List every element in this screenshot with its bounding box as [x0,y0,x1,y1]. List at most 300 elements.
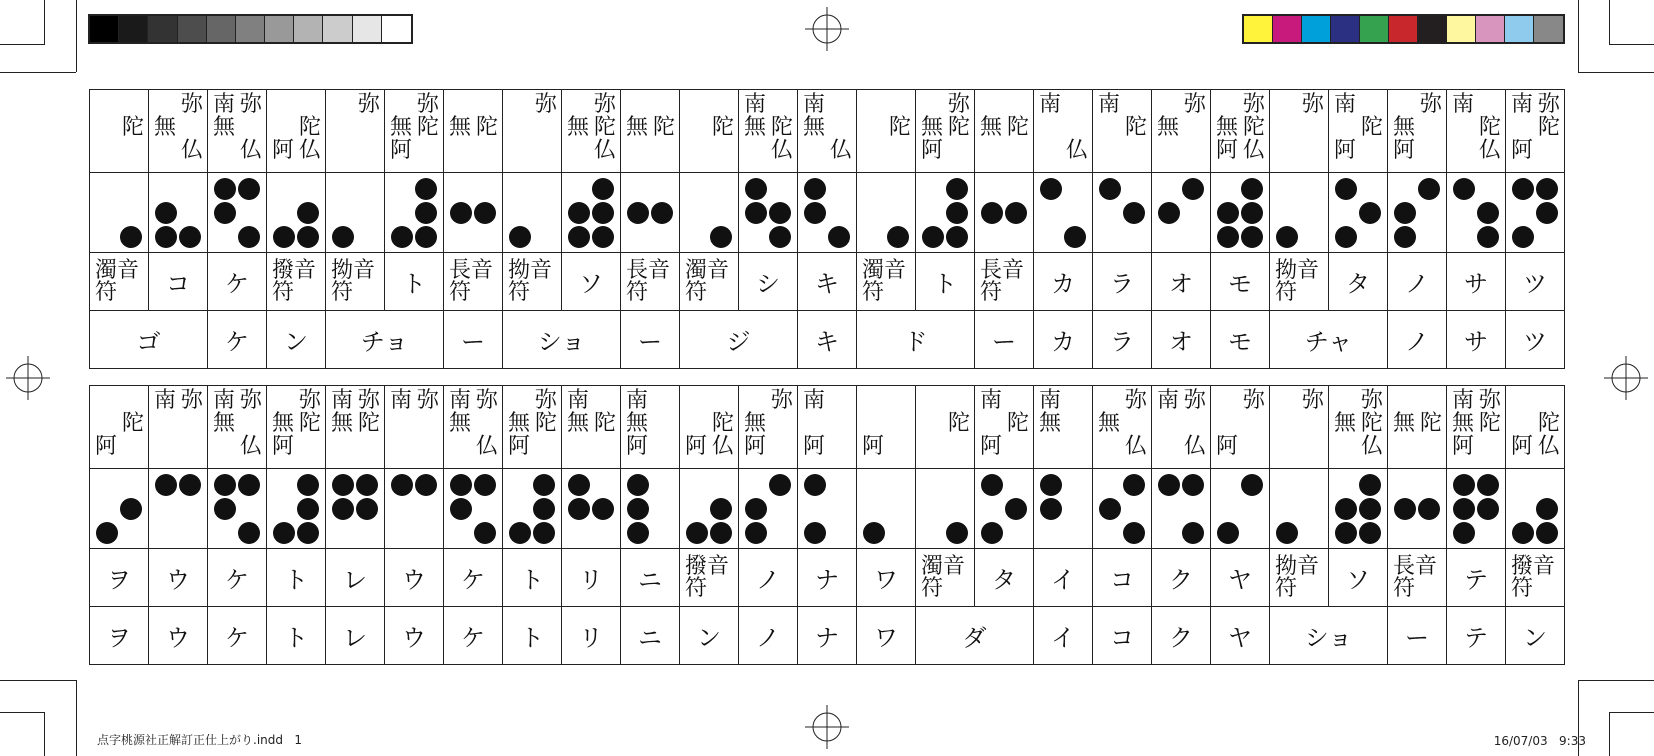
braille-cell [1034,469,1093,549]
mark-char: 無 [626,115,649,140]
mark-char: 無 [1157,115,1180,140]
mark-char: 弥 [771,388,794,413]
crop-mark [1609,712,1610,756]
braille-dot [415,474,437,496]
color-swatch [1273,16,1302,42]
braille-label: 撥音 符 [685,553,730,601]
grayscale-color-bar [88,14,413,44]
mark-char: 陀 [1538,115,1561,140]
mark-char: 弥 [476,388,499,413]
braille-dot [155,226,177,248]
kana-cell: ド [857,311,975,369]
braille-label-cell [1152,253,1211,311]
braille-dot [1359,474,1381,496]
braille-label-cell [1270,253,1329,311]
braille-label: 撥音 符 [1511,553,1556,601]
mark-char: 陀 [948,411,971,436]
braille-cell [739,469,798,549]
braille-dot [804,202,826,224]
mark-char: 南 [1511,92,1534,117]
mark-char: 陀 [1361,411,1384,436]
braille-cell [503,173,562,253]
braille-dot [1123,474,1145,496]
mark-char: 弥 [299,388,322,413]
mark-char: 仏 [240,138,263,163]
mark-char: 無 [213,115,236,140]
braille-label: ツ [1523,270,1547,298]
braille-dot [297,522,319,544]
mark-char: 南 [803,388,826,413]
braille-label-cell [739,253,798,311]
braille-label: 拗音 符 [1275,553,1320,601]
mark-cell [1388,90,1447,173]
mark-char: 阿 [626,434,649,459]
mark-char: 仏 [240,434,263,459]
mark-char: 阿 [1452,434,1475,459]
mark-char: 南 [449,388,472,413]
braille-label: 濁音 符 [95,257,140,305]
mark-cell [621,90,680,173]
mark-char: 陀 [1479,411,1502,436]
braille-cell [1270,173,1329,253]
mark-cell [503,386,562,469]
braille-dot [1536,178,1558,200]
mark-cell [562,386,621,469]
braille-dot [474,474,496,496]
mark-cell [503,90,562,173]
braille-dot [1536,202,1558,224]
braille-dot [981,202,1003,224]
braille-dot [297,474,319,496]
color-swatch [207,16,236,42]
braille-label: 撥音 符 [272,257,317,305]
braille-dot [1394,498,1416,520]
mark-char: 陀 [1479,115,1502,140]
mark-char: 無 [449,411,472,436]
color-swatch [1476,16,1505,42]
braille-label: 濁音 符 [685,257,730,305]
mark-char: 仏 [1066,138,1089,163]
braille-dot [627,202,649,224]
kana-cell: テ [1447,607,1506,665]
mark-char: 南 [1039,92,1062,117]
kana-cell: キ [798,311,857,369]
braille-dot [568,498,590,520]
kana-cell: ケ [208,607,267,665]
braille-label: 長音 符 [1393,553,1438,601]
crop-mark [1578,680,1654,681]
mark-cell [621,386,680,469]
mark-cell [149,90,208,173]
braille-dot [745,202,767,224]
mark-char: 阿 [1393,138,1416,163]
braille-cell [149,173,208,253]
mark-char: 弥 [358,388,381,413]
mark-char: 無 [803,115,826,140]
mark-char: 無 [331,411,354,436]
mark-char: 弥 [535,388,558,413]
kana-row [90,311,1565,369]
braille-dot [415,178,437,200]
braille-dot [627,474,649,496]
braille-label-cell [385,253,444,311]
mark-char: 無 [154,115,177,140]
braille-dot [1512,178,1534,200]
braille-dot [96,522,118,544]
braille-dot [120,226,142,248]
braille-dot [1182,474,1204,496]
mark-char: 南 [390,388,413,413]
braille-dot [474,202,496,224]
braille-cell [90,173,149,253]
kana-cell: ン [1506,607,1565,665]
braille-dot [1276,226,1298,248]
braille-label: ウ [402,566,426,594]
mark-char: 阿 [803,434,826,459]
braille-label-cell [1211,253,1270,311]
braille-dot [179,474,201,496]
braille-dot [1453,522,1475,544]
braille-cell [267,469,326,549]
mark-char: 陀 [122,115,145,140]
braille-label-cell [208,253,267,311]
mark-cell [1152,90,1211,173]
braille-label: 長音 符 [449,257,494,305]
braille-dot [769,226,791,248]
braille-dot [450,202,472,224]
braille-label-cell [444,253,503,311]
mark-char: 陀 [712,115,735,140]
braille-label-cell [916,253,975,311]
braille-dot [356,498,378,520]
mark-cell [90,386,149,469]
braille-label-cell [1506,549,1565,607]
braille-label: ケ [225,270,249,298]
braille-label-cell [1034,549,1093,607]
braille-dot [332,226,354,248]
mark-cell [1447,386,1506,469]
braille-dot [946,226,968,248]
kana-cell: ケ [208,311,267,369]
mark-char: 無 [744,115,767,140]
kana-cell: ショ [1270,607,1388,665]
braille-dot [1477,226,1499,248]
braille-dot [1477,202,1499,224]
braille-dot [415,202,437,224]
braille-label-cell [90,253,149,311]
braille-dot [1241,202,1263,224]
mark-char: 陀 [594,411,617,436]
braille-dot [415,226,437,248]
braille-cell [1270,469,1329,549]
braille-dot [1064,226,1086,248]
braille-dot [238,522,260,544]
braille-cell [857,173,916,253]
braille-dot [946,178,968,200]
mark-char: 南 [980,388,1003,413]
mark-char: 陀 [417,115,440,140]
braille-label: ソ [579,270,603,298]
braille-dot [568,474,590,496]
braille-dot [1335,178,1357,200]
braille-label: ノ [756,566,780,594]
braille-cell [739,173,798,253]
braille-cell [90,469,149,549]
kana-cell: チョ [326,311,444,369]
mark-char: 仏 [830,138,853,163]
braille-label: コ [1110,566,1134,594]
kana-cell: ジ [680,311,798,369]
braille-dot [1453,498,1475,520]
braille-label-cell [798,253,857,311]
braille-cell [385,469,444,549]
braille-dot [155,474,177,496]
mark-char: 阿 [1334,138,1357,163]
mark-cell [90,90,149,173]
mark-char: 陀 [476,115,499,140]
mark-cell [1329,90,1388,173]
braille-label-cell [1270,549,1329,607]
braille-dot [1158,202,1180,224]
braille-dot [1276,522,1298,544]
braille-label: ト [933,270,957,298]
braille-label-cell [1034,253,1093,311]
mark-cell [1152,386,1211,469]
mark-char: 弥 [1302,388,1325,413]
braille-dot [1040,178,1062,200]
braille-label-cell [798,549,857,607]
braille-dot [273,522,295,544]
mark-char: 阿 [508,434,531,459]
braille-label-cell [208,549,267,607]
braille-dot [1040,498,1062,520]
mark-cell [385,90,444,173]
braille-table-bottom [89,385,1565,665]
braille-label: サ [1464,270,1488,298]
braille-dot [214,474,236,496]
mark-char: 南 [567,388,590,413]
mark-char: 陀 [948,115,971,140]
kana-cell: ー [1388,607,1447,665]
mark-char: 仏 [476,434,499,459]
braille-dot [509,522,531,544]
braille-label-cell [1506,253,1565,311]
crop-mark [1578,72,1654,73]
braille-cell [1506,173,1565,253]
kana-cell: ー [444,311,503,369]
mark-cell [1506,386,1565,469]
braille-cell [916,469,975,549]
braille-dot [214,498,236,520]
braille-dot [1158,474,1180,496]
braille-dot [1335,498,1357,520]
mark-char: 無 [213,411,236,436]
braille-cell [1447,469,1506,549]
mark-char: 阿 [1511,138,1534,163]
mark-char: 無 [567,411,590,436]
mark-cell [1211,386,1270,469]
mark-cell [916,386,975,469]
mark-char: 弥 [417,92,440,117]
kana-cell: ゴ [90,311,208,369]
braille-dot [1512,522,1534,544]
braille-dot [1359,202,1381,224]
mark-char: 弥 [1361,388,1384,413]
braille-label: ケ [461,566,485,594]
mark-char: 弥 [594,92,617,117]
mark-char: 陀 [299,115,322,140]
mark-char: 無 [626,411,649,436]
mark-char: 仏 [594,138,617,163]
kana-cell: ノ [739,607,798,665]
mark-cell [444,386,503,469]
mark-cell [1034,386,1093,469]
braille-label-cell [680,549,739,607]
braille-label-cell [562,549,621,607]
braille-label: ナ [815,566,839,594]
braille-label-cell [1388,549,1447,607]
braille-cell [975,469,1034,549]
mark-char: 陀 [594,115,617,140]
braille-dot [1241,226,1263,248]
mark-cell [975,386,1034,469]
braille-cell [208,173,267,253]
braille-dot [450,474,472,496]
braille-dot [1217,226,1239,248]
label-row [90,253,1565,311]
braille-cell [798,469,857,549]
braille-cell [326,173,385,253]
braille-cell [326,469,385,549]
braille-dot [155,202,177,224]
braille-dot [922,226,944,248]
braille-dot [179,226,201,248]
braille-dot [1217,202,1239,224]
braille-label: 濁音 符 [921,553,966,601]
mark-cell [1034,90,1093,173]
mark-cell [1270,386,1329,469]
mark-char: 無 [272,411,295,436]
braille-dot [804,178,826,200]
kana-cell: ナ [798,607,857,665]
mark-cell [562,90,621,173]
braille-dot [533,522,555,544]
braille-dot [651,202,673,224]
braille-dot [745,178,767,200]
braille-dot [120,498,142,520]
mark-char: 仏 [1125,434,1148,459]
braille-dot [627,522,649,544]
braille-label-cell [1329,549,1388,607]
mark-cell [1388,386,1447,469]
mark-char: 弥 [535,92,558,117]
braille-dot [887,226,909,248]
mark-cell [798,90,857,173]
braille-cell [149,469,208,549]
mark-cell [739,386,798,469]
mark-char: 陀 [1538,411,1561,436]
braille-dot [391,474,413,496]
braille-dot [568,226,590,248]
braille-label: タ [1346,270,1370,298]
mark-char: 無 [1393,411,1416,436]
footer-timestamp: 16/07/03 9:33 [1493,734,1586,748]
mark-char: 阿 [1511,434,1534,459]
braille-label: リ [579,566,603,594]
braille-dot [1217,522,1239,544]
crop-mark [0,72,76,73]
mark-char: 仏 [1184,434,1207,459]
braille-label-cell [1093,549,1152,607]
braille-label: モ [1228,270,1252,298]
mark-row [90,386,1565,469]
kana-cell: ノ [1388,311,1447,369]
braille-dot [592,178,614,200]
braille-cell [385,173,444,253]
mark-char: 陀 [122,411,145,436]
braille-label: キ [815,270,839,298]
mark-cell [326,90,385,173]
braille-label-cell [1388,253,1447,311]
mark-char: 無 [508,411,531,436]
braille-dot [238,178,260,200]
mark-char: 阿 [685,434,708,459]
braille-cell [562,173,621,253]
braille-cell [1211,469,1270,549]
braille-label-cell [1329,253,1388,311]
kana-cell: ショ [503,311,621,369]
crop-mark [0,44,45,45]
braille-label-cell [975,549,1034,607]
mark-char: 無 [449,115,472,140]
braille-cell [621,469,680,549]
braille-label-cell [267,253,326,311]
mark-cell [739,90,798,173]
color-swatch [1302,16,1331,42]
braille-dot [1394,226,1416,248]
color-swatch [294,16,323,42]
braille-cell [916,173,975,253]
braille-label-cell [1152,549,1211,607]
braille-cell [208,469,267,549]
kana-cell: イ [1034,607,1093,665]
braille-label: ケ [225,566,249,594]
kana-cell: モ [1211,311,1270,369]
color-swatch [1244,16,1273,42]
braille-label-cell [1447,253,1506,311]
mark-char: 阿 [272,434,295,459]
braille-dot [509,226,531,248]
mark-char: 弥 [1420,92,1443,117]
mark-char: 弥 [948,92,971,117]
braille-label-cell [739,549,798,607]
mark-char: 陀 [535,411,558,436]
braille-label: 拗音 符 [331,257,376,305]
mark-cell [1329,386,1388,469]
kana-cell: チャ [1270,311,1388,369]
braille-dot [745,498,767,520]
braille-dot [1123,202,1145,224]
mark-char: 南 [213,92,236,117]
mark-char: 陀 [299,411,322,436]
mark-cell [1447,90,1506,173]
mark-char: 弥 [1243,388,1266,413]
braille-dot [1182,178,1204,200]
braille-cell [621,173,680,253]
braille-label: オ [1169,270,1193,298]
braille-dot [297,202,319,224]
kana-cell: ワ [857,607,916,665]
